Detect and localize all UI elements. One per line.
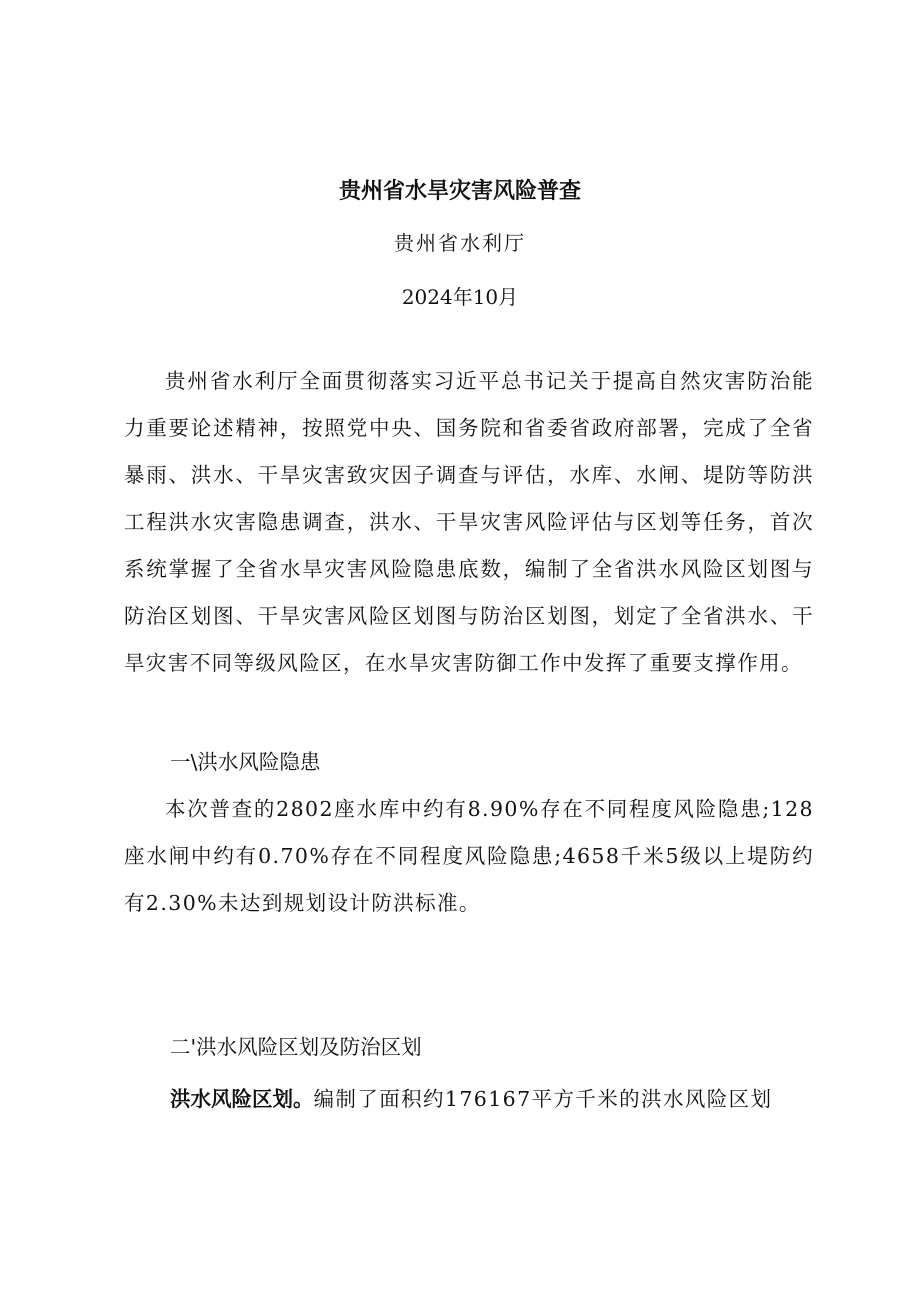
intro-paragraph: 贵州省水利厅全面贯彻落实习近平总书记关于提高自然灾害防治能力重要论述精神，按照党中央、国务院和省委省政府部署，完成了全省暴雨、洪水、干旱灾害致灾因子调查与评估，水库、水闸、堤防等防洪工程洪水灾害隐患调查，洪水、干旱灾害风险评估与区划等任务，首次系统掌握了全省水旱灾害风险隐患底数，编制了全省洪水风险区划图与防治区划图、干旱灾害风险区划图与防治区划图，划定了全省洪水、干旱灾害不同等级风险区，在水旱灾害防御工作中发挥了重要支撑作用。 (124, 369, 814, 675)
section-2-paragraph (170, 1076, 830, 1123)
document-title: 贵州省水旱灾害风险普查 (338, 179, 581, 204)
section-1-paragraph: 本次普查的2802座水库中约有8.90%存在不同程度风险隐患;128座水闸中约有0.70%存在不同程度风险隐患;4658千米5级以上堤防约有2.30%未达到规划设计防洪标准。 (124, 797, 814, 915)
section-2-text: 编制了面积约176167平方千米的洪水风险区划 (313, 1087, 773, 1111)
section-2-heading: 二'洪水风险区划及防治区划 (170, 1035, 422, 1059)
document-author: 贵州省水利厅 (394, 231, 526, 255)
section-2-lead: 洪水风险区划。 (170, 1087, 314, 1111)
document-date: 2024年10月 (401, 285, 519, 309)
section-1-heading: 一\洪水风险隐患 (170, 750, 321, 774)
